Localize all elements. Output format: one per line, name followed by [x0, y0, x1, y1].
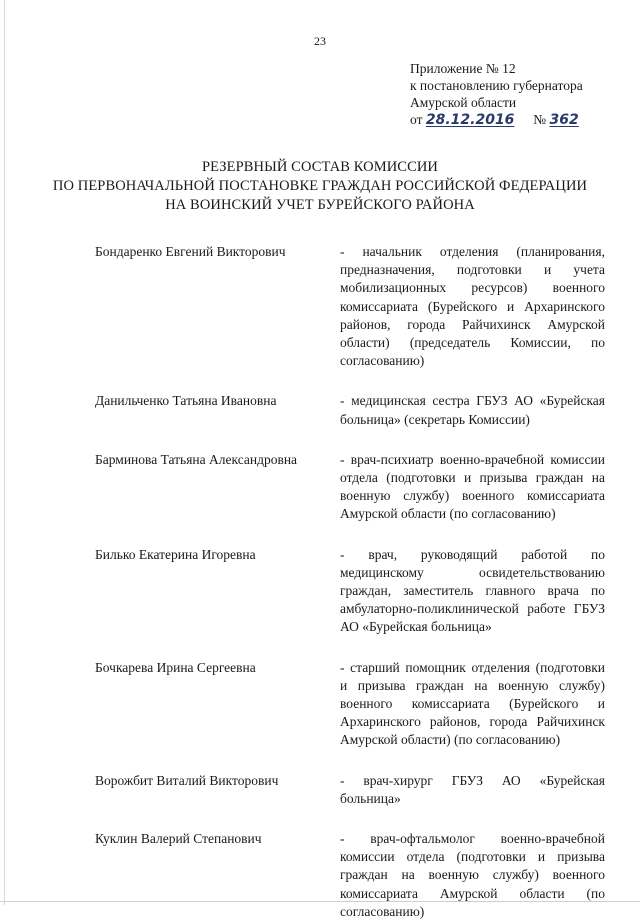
member-entry [95, 772, 605, 808]
number-prefix: № [533, 112, 547, 127]
appendix-line-3: Амурской области [410, 95, 517, 110]
member-role: - врач-хирург ГБУЗ АО «Бурейская больница» [340, 772, 605, 806]
document-title [40, 158, 600, 215]
member-role: - врач-психиатр военно-врачебной комиссии отдела (подготовки и призыва граждан на военную службу) военного комиссариата Амурской области (по согласованию) [340, 451, 605, 522]
member-name: Билько Екатерина Игоревна [95, 546, 256, 562]
member-entry [95, 830, 605, 921]
member-role: - начальник отделения (планирования, предназначения, подготовки и учета мобилизационных ресурсов) военного комиссариата (Бурейского и Архаринского районов, города Райчихинск Амурской области) (председатель Комиссии, по согласованию) [340, 244, 605, 369]
member-entry [95, 659, 605, 750]
member-name: Бочкарева Ирина Сергеевна [95, 659, 256, 675]
title-line-1: РЕЗЕРВНЫЙ СОСТАВ КОМИССИИ [202, 159, 438, 175]
handwritten-number: 362 [549, 112, 579, 128]
member-name: Куклин Валерий Степанович [95, 831, 262, 847]
member-name: Данильченко Татьяна Ивановна [95, 393, 277, 409]
title-line-3: НА ВОИНСКИЙ УЧЕТ БУРЕЙСКОГО РАЙОНА [165, 197, 475, 213]
appendix-date-line [410, 111, 625, 129]
member-entry [95, 392, 605, 428]
member-name: Ворожбит Виталий Викторович [95, 772, 279, 788]
member-name: Барминова Татьяна Александровна [95, 451, 298, 467]
members-list [95, 243, 605, 921]
member-entry [95, 546, 605, 637]
title-line-2: ПО ПЕРВОНАЧАЛЬНОЙ ПОСТАНОВКЕ ГРАЖДАН РОССИЙСКОЙ ФЕДЕРАЦИИ [52, 178, 588, 194]
appendix-line-1: Приложение № 12 [410, 61, 516, 76]
member-role: - врач, руководящий работой по медицинскому освидетельствованию граждан, заместитель главного врача по амбулаторно-поликлинической работе ГБУЗ АО «Бурейская больница» [340, 546, 605, 635]
handwritten-date: 28.12.2016 [425, 112, 515, 128]
scan-edge-line [4, 0, 5, 905]
member-role: - медицинская сестра ГБУЗ АО «Бурейская больница» (секретарь Комиссии) [340, 393, 605, 427]
page-number: 23 [314, 34, 326, 48]
member-role: - старший помощник отделения (подготовки и призыва граждан на военную службу) военного комиссариата (Бурейского и Архаринского районов, города Райчихинск Амурской области) (по согласованию) [340, 659, 605, 748]
member-entry [95, 243, 605, 370]
appendix-header [410, 60, 625, 129]
date-prefix: от [410, 112, 423, 127]
appendix-line-2: к постановлению губернатора [410, 78, 583, 93]
member-name: Бондаренко Евгений Викторович [95, 244, 286, 259]
member-entry [95, 451, 605, 524]
member-role: - врач-офтальмолог военно-врачебной комиссии отдела (подготовки и призыва граждан на военную службу) военного комиссариата Амурской области (по согласованию) [340, 831, 605, 919]
